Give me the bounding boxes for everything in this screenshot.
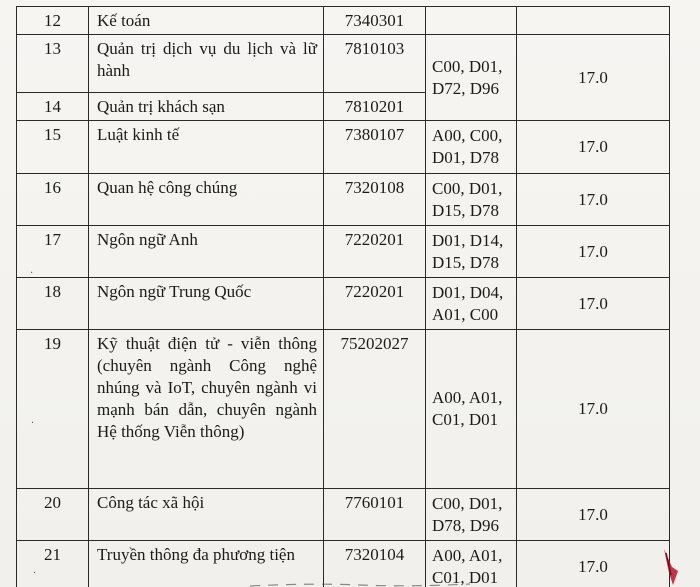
score-cell [517,7,670,35]
row-number: 12 [17,7,89,35]
benchmark-score: 17.0 [517,226,670,278]
combo-line: A01, C00 [432,304,499,324]
major-code: 7320104 [324,541,426,587]
table-row [17,35,670,93]
combo-line: A00, C00, [432,126,503,145]
benchmark-score: 17.0 [517,278,670,330]
subject-combination [426,489,517,541]
table-row [17,226,670,278]
major-name: Quản trị dịch vụ du lịch và lữ hành [89,35,324,93]
combo-line: C00, D01, [432,56,503,76]
admissions-table [16,6,670,587]
row-number: 19 [17,330,89,489]
combo-line: D01, D14, [432,230,504,250]
row-number: 18 [17,278,89,330]
stray-ink-dot: · [31,418,35,429]
benchmark-score: 17.0 [517,541,670,587]
row-number: 13 [17,35,89,93]
benchmark-score: 17.0 [517,121,670,174]
major-code: 7810201 [324,93,426,121]
major-code: 7760101 [324,489,426,541]
major-code: 7320108 [324,174,426,226]
major-name: Luật kinh tế [89,121,324,174]
major-name: Quản trị khách sạn [89,93,324,121]
red-pen-mark-icon [660,547,682,587]
major-name: Truyền thông đa phương tiện [89,541,324,587]
subject-combination [426,35,517,121]
stray-ink-dot: · [30,268,34,279]
table-row [17,489,670,541]
combo-line: D01, D04, [432,282,504,302]
combo-line: A00, A01, [432,545,503,565]
major-name: Kỹ thuật điện tử - viễn thông (chuyên ngành Công nghệ nhúng và IoT, chuyên ngành vi mạnh bán dẫn, chuyên ngành Hệ thống Viễn thông) [89,330,324,489]
combo-line: A00, A01, [432,388,503,407]
major-code: 7220201 [324,226,426,278]
benchmark-score: 17.0 [517,174,670,226]
subject-combination [426,278,517,330]
major-code: 7220201 [324,278,426,330]
row-number: 20 [17,489,89,541]
scan-smudge [250,581,470,587]
combo-line: C00, D01, [432,493,503,513]
combo-line: D15, D78 [432,252,500,272]
major-name: Công tác xã hội [89,489,324,541]
major-name: Ngôn ngữ Anh [89,226,324,278]
major-code: 7810103 [324,35,426,93]
table-row [17,330,670,489]
combo-line: C01, D01 [432,567,499,587]
subject-combination [426,174,517,226]
major-name: Kế toán [89,7,324,35]
combo-line: D78, D96 [432,515,500,535]
benchmark-score: 17.0 [517,330,670,489]
major-code: 75202027 [324,330,426,489]
table-row [17,7,670,35]
benchmark-score: 17.0 [517,35,670,121]
row-number: 16 [17,174,89,226]
row-number: 21 [17,541,89,587]
benchmark-score: 17.0 [517,489,670,541]
combo-cell [426,7,517,35]
subject-combination [426,330,517,489]
major-code: 7380107 [324,121,426,174]
table-row [17,121,670,174]
table-row [17,278,670,330]
major-code: 7340301 [324,7,426,35]
subject-combination [426,121,517,174]
stray-ink-dot: · [33,568,37,579]
table-row [17,174,670,226]
combo-line: C00, D01, [432,178,503,198]
combo-line: C01, D01 [432,410,499,429]
row-number: 15 [17,121,89,174]
major-name: Ngôn ngữ Trung Quốc [89,278,324,330]
row-number: 14 [17,93,89,121]
subject-combination [426,226,517,278]
combo-line: D15, D78 [432,200,500,220]
combo-line: D01, D78 [432,148,500,167]
major-name: Quan hệ công chúng [89,174,324,226]
combo-line: D72, D96 [432,78,500,98]
row-number: 17 [17,226,89,278]
